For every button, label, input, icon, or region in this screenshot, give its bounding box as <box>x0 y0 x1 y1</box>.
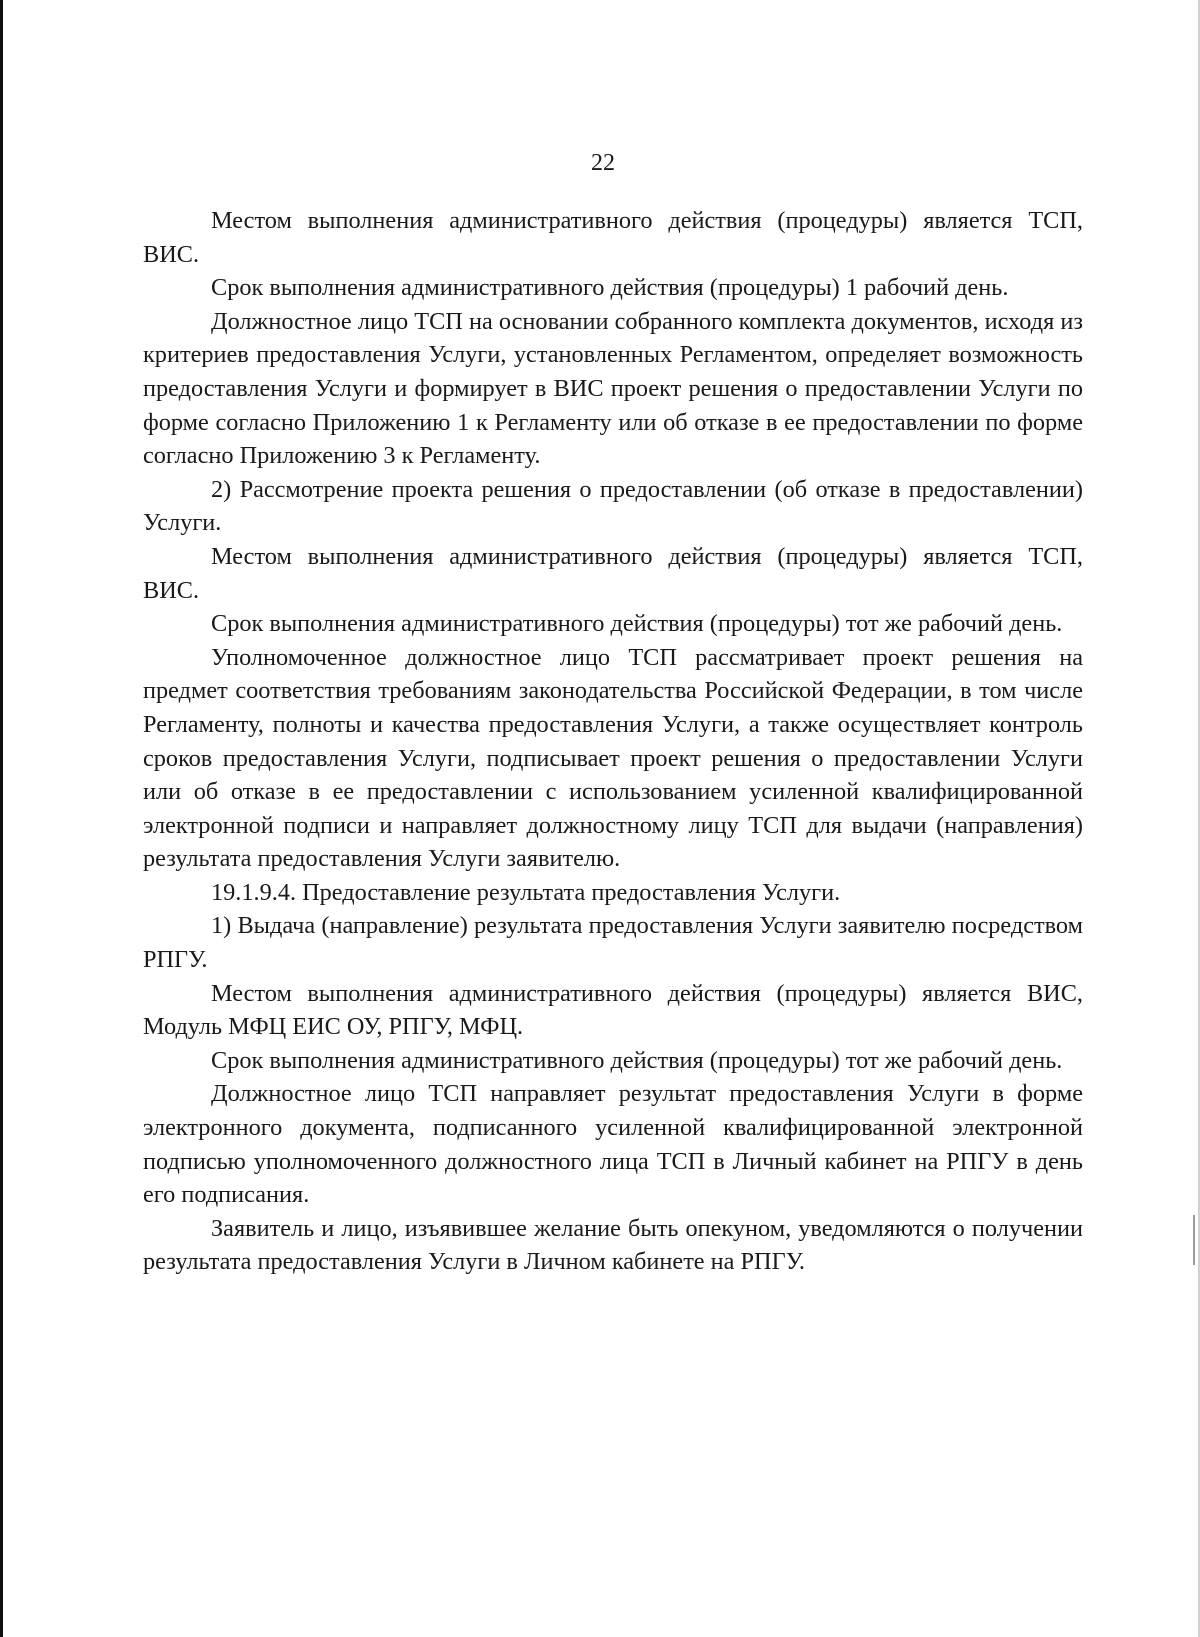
section-heading: 19.1.9.4. Предоставление результата предоставления Услуги. <box>211 878 841 906</box>
page-number: 22 <box>591 150 615 176</box>
paragraph: Срок выполнения административного действия (процедуры) тот же рабочий день. <box>211 1046 1063 1074</box>
paragraph: Уполномоченное должностное лицо ТСП рассматривает проект решения на предмет соответствия требованиям законодательства Российской Федерации, в том числе Регламенту, полноты и качества предоставления Услуги, а также осуществляет контроль сроков предоставления Услуги, подписывает проект решения о предоставлении Услуги или об отказе в ее предоставлении с использованием усиленной квалифицированной электронной подписи и направляет должностному лицу ТСП для выдачи (направления) результата предоставления Услуги заявителю. <box>143 643 1083 873</box>
paragraph: Местом выполнения административного действия (процедуры) является ВИС, Модуль МФЦ ЕИС ОУ, РПГУ, МФЦ. <box>143 979 1083 1041</box>
paragraph: Местом выполнения административного действия (процедуры) является ТСП, ВИС. <box>143 542 1083 604</box>
document-body <box>143 204 1083 1279</box>
paragraph: 1) Выдача (направление) результата предоставления Услуги заявителю посредством РПГУ. <box>143 912 1083 974</box>
paragraph: Должностное лицо ТСП на основании собранного комплекта документов, исходя из критериев предоставления Услуги, установленных Регламентом, определяет возможность предоставления Услуги и формирует в ВИС проект решения о предоставлении Услуги по форме согласно Приложению 1 к Регламенту или об отказе в ее предоставлении по форме согласно Приложению 3 к Регламенту. <box>143 307 1083 470</box>
paragraph: Местом выполнения административного действия (процедуры) является ТСП, ВИС. <box>143 207 1083 268</box>
scan-edge-mark <box>1193 1215 1195 1265</box>
paragraph: 2) Рассмотрение проекта решения о предоставлении (об отказе в предоставлении) Услуги. <box>143 475 1083 537</box>
paragraph: Срок выполнения административного действия (процедуры) тот же рабочий день. <box>211 610 1063 638</box>
paragraph: Должностное лицо ТСП направляет результат предоставления Услуги в форме электронного документа, подписанного усиленной квалифицированной электронной подписью уполномоченного должностного лица ТСП в Личный кабинет на РПГУ в день его подписания. <box>143 1080 1083 1209</box>
paragraph: Заявитель и лицо, изъявившее желание быть опекуном, уведомляются о получении результата предоставления Услуги в Личном кабинете на РПГУ. <box>143 1214 1083 1276</box>
paragraph: Срок выполнения административного действия (процедуры) 1 рабочий день. <box>211 274 1009 302</box>
